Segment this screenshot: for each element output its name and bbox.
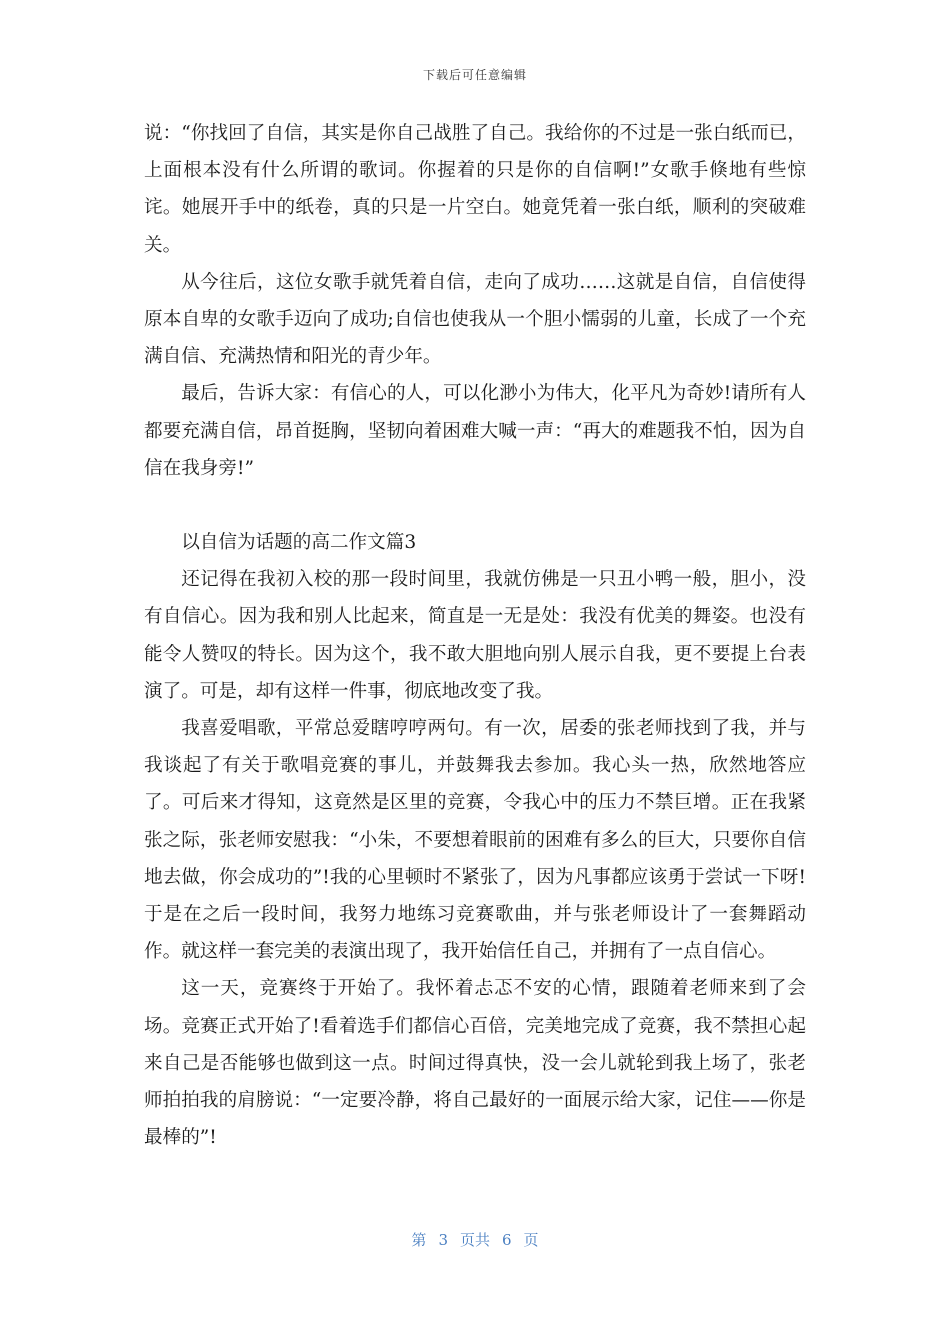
page-footer [0, 1229, 950, 1250]
document-body [144, 115, 806, 1156]
paragraph: 从今往后，这位女歌手就凭着自信，走向了成功……这就是自信，自信使得原本自卑的女歌手迈向了成功;自信也使我从一个胆小懦弱的儿童，长成了一个充满自信、充满热情和阳光的青少年。 [144, 271, 806, 368]
paragraph: 还记得在我初入校的那一段时间里，我就仿佛是一只丑小鸭一般，胆小，没有自信心。因为我和别人比起来，简直是一无是处：我没有优美的舞姿。也没有能令人赞叹的特长。因为这个，我不敢大胆地向别人展示自我，更不要提上台表演了。可是，却有这样一件事，彻底地改变了我。 [144, 569, 806, 702]
current-page-number: 3 [438, 1231, 448, 1249]
paragraph: 最后，告诉大家：有信心的人，可以化渺小为伟大，化平凡为奇妙!请所有人都要充满自信，昂首挺胸，坚韧向着困难大喊一声：“再大的难题我不怕，因为自信在我身旁!” [144, 383, 806, 479]
section-title: 以自信为话题的高二作文篇3 [181, 532, 417, 554]
footer-middle: 页共 [459, 1231, 490, 1249]
total-pages-number: 6 [502, 1231, 512, 1249]
footer-prefix: 第 [411, 1231, 427, 1249]
paragraph-continuation: 说：“你找回了自信，其实是你自己战胜了自己。我给你的不过是一张白纸而已，上面根本没有什么所谓的歌词。你握着的只是你的自信啊!”女歌手倏地有些惊诧。她展开手中的纸卷，真的只是一片空白。她竟凭着一张白纸，顺利的突破难关。 [144, 123, 806, 256]
paragraph: 我喜爱唱歌，平常总爱瞎哼哼两句。有一次，居委的张老师找到了我，并与我谈起了有关于歌唱竞赛的事儿，并鼓舞我去参加。我心头一热，欣然地答应了。可后来才得知，这竟然是区里的竞赛，令我心中的压力不禁巨增。正在我紧张之际，张老师安慰我：“小朱，不要想着眼前的困难有多么的巨大，只要你自信地去做，你会成功的”!我的心里顿时不紧张了，因为凡事都应该勇于尝试一下呀!于是在之后一段时间，我努力地练习竞赛歌曲，并与张老师设计了一套舞蹈动作。就这样一套完美的表演出现了，我开始信任自己，并拥有了一点自信心。 [144, 718, 806, 963]
page-header: 下载后可任意编辑 [422, 68, 527, 82]
footer-suffix: 页 [523, 1231, 539, 1249]
paragraph: 这一天，竞赛终于开始了。我怀着忐忑不安的心情，跟随着老师来到了会场。竞赛正式开始了!看着选手们都信心百倍，完美地完成了竞赛，我不禁担心起来自己是否能够也做到这一点。时间过得真快，没一会儿就轮到我上场了，张老师拍拍我的肩膀说：“一定要冷静，将自己最好的一面展示给大家，记住——你是最棒的”! [144, 978, 806, 1149]
